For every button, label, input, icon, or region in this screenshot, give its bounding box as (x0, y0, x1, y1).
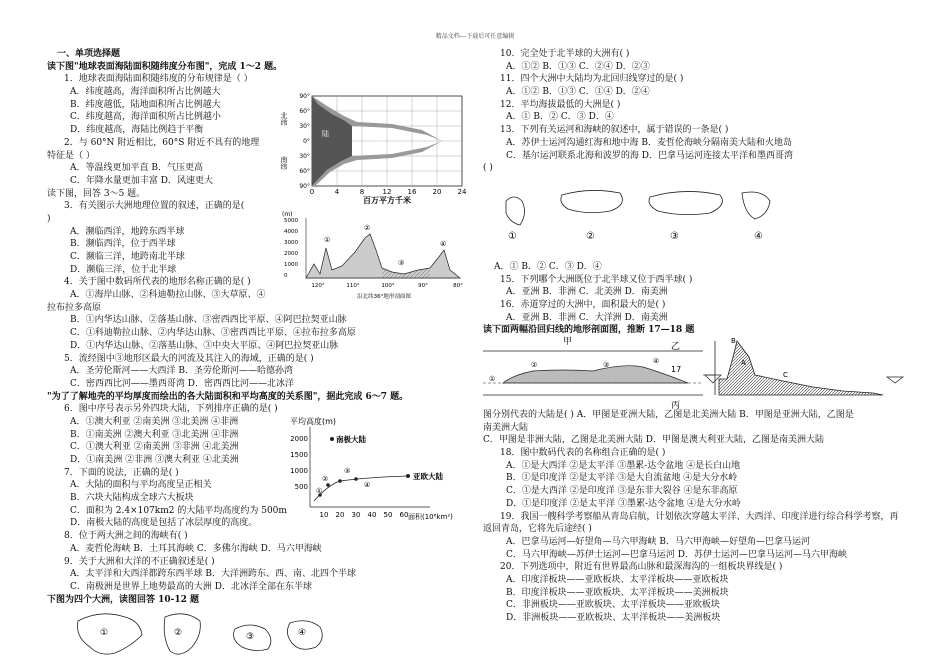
fig2-x-tick: 120° (311, 283, 325, 289)
left-lines-line: A．纬度越高，海洋面积所占比例越大 (70, 87, 221, 98)
left-lines-line: A．太平洋和大西洋都跨东西半球 B．大洋洲跨东、西、南、北四个半球 (70, 569, 356, 580)
continent-map-number: ② (174, 628, 183, 638)
outline-map-4 (742, 192, 770, 219)
area-height-figure (280, 415, 470, 525)
continent-maps-row1 (70, 607, 370, 665)
profile-mark: ③ (603, 361, 610, 369)
fig2-mark: ③ (398, 259, 405, 267)
fig2-y-tick: 3000 (284, 240, 298, 246)
fig2-caption: 沿北纬36°地形剖面图 (357, 294, 411, 300)
fig2-mark: ④ (440, 240, 447, 248)
outline-map-1 (506, 197, 525, 225)
profile-yi-terrain (719, 341, 883, 395)
outline-map-number: ④ (754, 231, 763, 242)
right-lines-line: 10．完全处于北半球的大洲有( ) (500, 49, 630, 59)
right-lines-line: 13．下列有关运河和海峡的叙述中，属于错误的一条是( ) (500, 125, 729, 136)
left-lines-line: B．①南美洲 ②澳大利亚 ③北美洲 ④非洲 (70, 429, 239, 440)
left-lines-line: B．濒临西洋，位于西半球 (70, 239, 176, 250)
left-lines-line: C．面积为 2.4×107km2 的大陆平均高度约为 500m (70, 505, 287, 516)
right-lines3-line: 20．下列选项中，附近有世界最高山脉和最深海沟的一组板块界线是( ) (500, 562, 783, 573)
left-lines-line: 8．位于两大洲之间的海峡有( ) (64, 531, 188, 542)
fig2-y-tick: 5000 (284, 218, 298, 224)
right-lines3-line: A．①是大西洋 ②是太平洋 ③墨累-达令盆地 ④是长白山地 (506, 460, 741, 471)
outline-map-number: ③ (670, 231, 679, 242)
left-lines-line: A．等温线更加平直 B．气压更高 (70, 163, 203, 174)
left-lines-line: D．①内华达山脉、②落基山脉、③中央大平原、④阿巴拉契亚山脉 (70, 340, 339, 351)
right-lines2-line: 15．下列哪个大洲既位于北半球又位于西半球( ) (500, 274, 693, 285)
fig2-y-tick: 1000 (284, 262, 298, 268)
left-lines-line: A．①海岸山脉、②科迪勒拉山脉、③大草原、④ (70, 290, 266, 301)
eurasia-label: 亚欧大陆 (413, 472, 443, 481)
right-lines2-line: 读下面两幅沿回归线的地形剖面图，推断 17—18 题 (483, 325, 695, 336)
fig1-lat-tick: 30° (299, 153, 310, 160)
right-lines3-line: C．非洲板块——亚欧板块、太平洋板块——亚欧板块 (506, 600, 720, 611)
left-lines-line: A．①澳大利亚 ②南美洲 ③北美洲 ④非洲 (70, 416, 239, 427)
left-lines-line: A．麦哲伦海峡 B．土耳其海峡 C．多佛尔海峡 D．马六甲海峡 (70, 543, 322, 554)
profile-mark: A (741, 359, 746, 367)
left-lines-line: C．南极洲是世界上地势最高的大洲 D．北冰洋全部在东半球 (70, 581, 312, 592)
left-lines-line: 2．与 60°N 附近相比，60°S 附近不具有的地理 (64, 137, 260, 148)
right-lines-line: C．基尔运河联系北海和波罗的海 D．巴拿马运河连接太平洋和墨西哥湾 (506, 150, 793, 161)
right-lines3-line: B．印度洋板块——亚欧板块、太平洋板块——美洲板块 (506, 587, 729, 598)
right-lines2-line: A．亚洲 B．非洲 C．北美洲 D．南美洲 (506, 287, 668, 298)
continent-map-number: ③ (246, 632, 255, 642)
left-lines-line: C．濒临三洋，地跨南北半球 (70, 252, 185, 262)
fig2-x-tick: 110° (346, 283, 360, 289)
right-lines-line: 12．平均海拔最低的大洲是( ) (500, 99, 621, 110)
left-lines-line: 7．下面的说法，正确的是( ) (64, 467, 179, 478)
right-lines-line: A．①② B．①③ C．②④ D．②③ (506, 61, 650, 72)
fig1-lat-tick: 60° (299, 108, 310, 115)
outline-map-number: ① (508, 231, 517, 242)
right-lines3-line: C．马六甲海峡—苏伊士运河—巴拿马运河 D．苏伊士运河—巴拿马运河—马六甲海峡 (506, 549, 847, 560)
right-lines3-line: A．巴拿马运河—好望角—马六甲海峡 B．马六甲海峡—好望角—巴拿马运河 (506, 536, 810, 547)
right-lines-line: 11．四个大洲中大陆均为北回归线穿过的是( ) (500, 74, 684, 85)
left-lines-line: A．濒临西洋，地跨东西半球 (70, 226, 185, 237)
continent-map-number: ① (100, 628, 109, 638)
fig3-y-tick: 1000 (290, 467, 308, 475)
right-lines3-line: B．①是印度洋 ②是太平洋 ③是大自流盆地 ④是大分水岭 (506, 473, 738, 484)
fig3-y-tick: 1500 (290, 451, 308, 459)
antarctica-label: 南极大陆 (336, 435, 366, 444)
fig2-mark: ② (364, 224, 371, 232)
left-lines-line: C．①科迪勒拉山脉、②内华达山脉、③密西西比平原、④拉布拉多高原 (70, 328, 356, 339)
left-lines-line: 读下图"地球表面海陆面积随纬度分布图"，完成 1～2 题。 (47, 61, 283, 72)
fig2-x-tick: 80° (453, 283, 463, 289)
outline-map-2 (561, 190, 623, 212)
right-lines-line: A．① B．② C．③ D．④ (506, 112, 614, 123)
fig1-lat-tick: 90° (299, 183, 310, 190)
profile-yi-num: 17 (671, 365, 682, 374)
left-lines-line: B．六块大陆构成全球六大板块 (70, 493, 194, 504)
right-lines2-line: A．亚洲 B．非洲 C．大洋洲 D．南美洲 (506, 312, 668, 323)
profile-mark: ① (489, 375, 496, 383)
fig3-ylabel: 平均高度(m) (290, 417, 337, 426)
right-lines-line: A．①② B．①③ C．①④ D．②④ (506, 87, 650, 98)
fig2-y-tick: 4000 (284, 229, 298, 235)
left-lines-line: B．纬度越低，陆地面积所占比例越大 (70, 99, 221, 110)
left-lines-line: 特征是（ ） (47, 150, 95, 161)
fig1-x-tick: 24 (457, 188, 467, 196)
fig2-x-tick: 100° (381, 283, 395, 289)
left-lines-line: 下图为四个大洲，读图回答 10-12 题 (47, 594, 200, 605)
left-lines-line: D．濒临三洋，位于北半球 (70, 264, 177, 275)
left-lines-line: C．①澳大利亚 ②南美洲 ③非洲 ④北美洲 (70, 442, 239, 453)
left-lines-line: D．纬度越高，海陆比例趋于平衡 (70, 125, 204, 136)
left-lines-line: 1．地球表面海陆面积随纬度的分布规律是（ ） (64, 74, 253, 85)
fig3-x-unit: 面积(10⁶km²) (408, 513, 453, 521)
right-lines3-line: 19．我国一艘科学考察船从青岛启航，计划依次穿越太平洋、大西洋、印度洋进行综合科学考察，再 (500, 511, 899, 522)
right-lines3-line: 18．图中数码代表的名称组合正确的是( ) (500, 448, 666, 459)
left-lines-line: D．①南美洲 ②非洲 ③澳大利亚 ④北美洲 (70, 455, 239, 465)
left-lines-line: C．纬度越高，海洋面积所占比例越小 (70, 112, 221, 123)
fig3-x-tick: 50 (383, 511, 393, 519)
profile-jia: 甲 (563, 337, 573, 347)
fig1-x-unit: 百万平方千米 (363, 196, 411, 205)
fig2-y-tick: 0 (284, 273, 288, 279)
left-lines-line: 一、单项选择题 (57, 49, 121, 59)
right-lines-line: A．苏伊士运河沟通红海和地中海 B．麦哲伦海峡分隔南美大陆和火地岛 (506, 137, 792, 148)
fig3-x-tick: 60 (399, 511, 409, 519)
left-lines-line: 5．流经图中③地形区最大的河流及其注入的海域，正确的是( ) (64, 353, 314, 364)
right-lines3-line: C．甲图是非洲大陆，乙图是北美洲大陆 D．甲图是澳大利亚大陆，乙图是南美洲大陆 (483, 435, 824, 446)
right-lines3-line: D．非洲板块——亚欧板块、太平洋板块——美洲板块 (506, 613, 721, 623)
left-lines-line: 拉布拉多高原 (47, 302, 102, 313)
outline-map-3 (649, 191, 722, 214)
fig1-x-tick: 4 (334, 188, 340, 196)
right-column-top (483, 48, 920, 175)
profile-mark: C (783, 371, 788, 379)
fig1-lat-tick: 90° (299, 93, 310, 100)
right-lines3-line: 返回青岛，它将先后途经( ) (483, 524, 592, 535)
right-column-bottom (483, 409, 920, 625)
fig1-lat-tick: 60° (299, 168, 310, 175)
right-lines3-line: 南美洲大陆 (483, 422, 529, 433)
north-label: 北纬 (280, 112, 288, 126)
left-lines-line: C．年降水量更加丰富 D．风速更大 (70, 175, 213, 186)
left-lines-line: 6．图中序号表示另外四块大陆，下列排序正确的是( ) (64, 404, 278, 415)
left-lines-line: A．大陆的面积与平均高度呈正相关 (70, 480, 212, 491)
right-lines3-line: D．①是印度洋 ②是太平洋 ③墨累-达令盆地 ④是大分水岭 (506, 498, 741, 509)
outline-map-number: ② (586, 231, 595, 242)
fig1-lat-tick: 0° (303, 138, 310, 145)
continent-map-2 (164, 614, 200, 654)
profile-bing: 丙 (671, 401, 681, 411)
fig2-y-tick: 2000 (284, 251, 298, 257)
left-lines-line: A．圣劳伦斯河——大西洋 B．圣劳伦斯河——哈德孙湾 (70, 366, 293, 377)
fig1-x-tick: 16 (407, 188, 417, 196)
fig2-y-unit: (m) (282, 211, 293, 218)
left-lines-line: 9．关于大洲和大洋的不正确叙述是( ) (64, 556, 215, 567)
fig1-x-tick: 0 (309, 188, 315, 196)
sea-label: 海 (377, 136, 385, 145)
left-lines-line: ) (47, 213, 51, 224)
fig3-x-tick: 40 (367, 511, 377, 519)
fig3-y-tick: 2000 (290, 435, 308, 443)
left-lines-line: C．密西西比河——墨西哥湾 D．密西西比河——北冰洋 (70, 378, 294, 389)
south-label: 南纬 (280, 156, 288, 170)
profile-yi: 乙 (671, 342, 681, 352)
fig3-x-tick: 30 (351, 511, 361, 519)
fig3-x-tick: 20 (335, 511, 345, 519)
fig2-x-tick: 90° (418, 283, 428, 289)
profile-mark: ② (531, 361, 538, 369)
right-lines3-line: C．①是大西洋 ②是印度洋 ③是东非大裂谷 ④是东非高原 (506, 486, 738, 497)
fig3-x-tick: 10 (319, 511, 329, 519)
profile-mark: B (731, 337, 736, 345)
left-lines-line: 3．有关图示大洲地理位置的叙述，正确的是( (64, 201, 245, 212)
fig2-mark: ① (324, 236, 331, 244)
fig3-mark: ③ (344, 467, 351, 475)
continent-map-1 (78, 614, 143, 654)
fig3-y-tick: 500 (294, 483, 308, 491)
fig1-lat-tick: 30° (299, 123, 310, 130)
profile-36n-figure (280, 208, 470, 303)
land-sea-latitude-figure (282, 90, 472, 208)
left-lines-line: "为了了解地壳的平均厚度而绘出的各大陆面积和平均高度的关系图"，据此完成 6～7 题。 (47, 391, 409, 402)
fig1-x-tick: 12 (382, 188, 392, 196)
fig1-x-tick: 8 (359, 188, 365, 196)
page-header: 精品文档---下载后可任意编辑 (435, 33, 515, 40)
right-lines2-line: A．① B．② C．③ D．④ (494, 262, 602, 272)
left-lines-line: D．南极大陆的高度是包括了冰层厚度的高度。 (70, 518, 258, 529)
land-label: 陆 (322, 130, 329, 138)
right-lines3-line: 图分别代表的大陆是( ) A．甲图是亚洲大陆，乙图是北美洲大陆 B．甲图是亚洲大陆，乙图是 (483, 410, 854, 420)
left-lines-line: 读下图，回答 3～5 题。 (47, 188, 146, 199)
fig3-mark: ① (316, 487, 323, 495)
continent-map-number: ④ (298, 628, 307, 638)
right-lines2-line: 16．赤道穿过的大洲中，面积最大的是( ) (500, 300, 666, 311)
continent-maps-row2 (500, 183, 810, 245)
tropic-profile-figure (483, 335, 920, 410)
left-lines-line: 4．关于图中数码所代表的地形名称正确的是( ) (64, 277, 251, 288)
profile-mark: ④ (653, 357, 660, 365)
fig3-mark: ④ (364, 481, 371, 489)
right-lines-line: ( ) (483, 163, 493, 174)
left-lines-line: B．①内华达山脉、②落基山脉、③密西西比平原、④阿巴拉契亚山脉 (70, 315, 347, 326)
fig3-mark: ② (322, 475, 329, 483)
right-lines3-line: A．印度洋板块——亚欧板块、太平洋板块——亚欧板块 (506, 574, 729, 585)
right-column-mid (483, 261, 920, 337)
fig1-x-tick: 20 (432, 188, 442, 196)
